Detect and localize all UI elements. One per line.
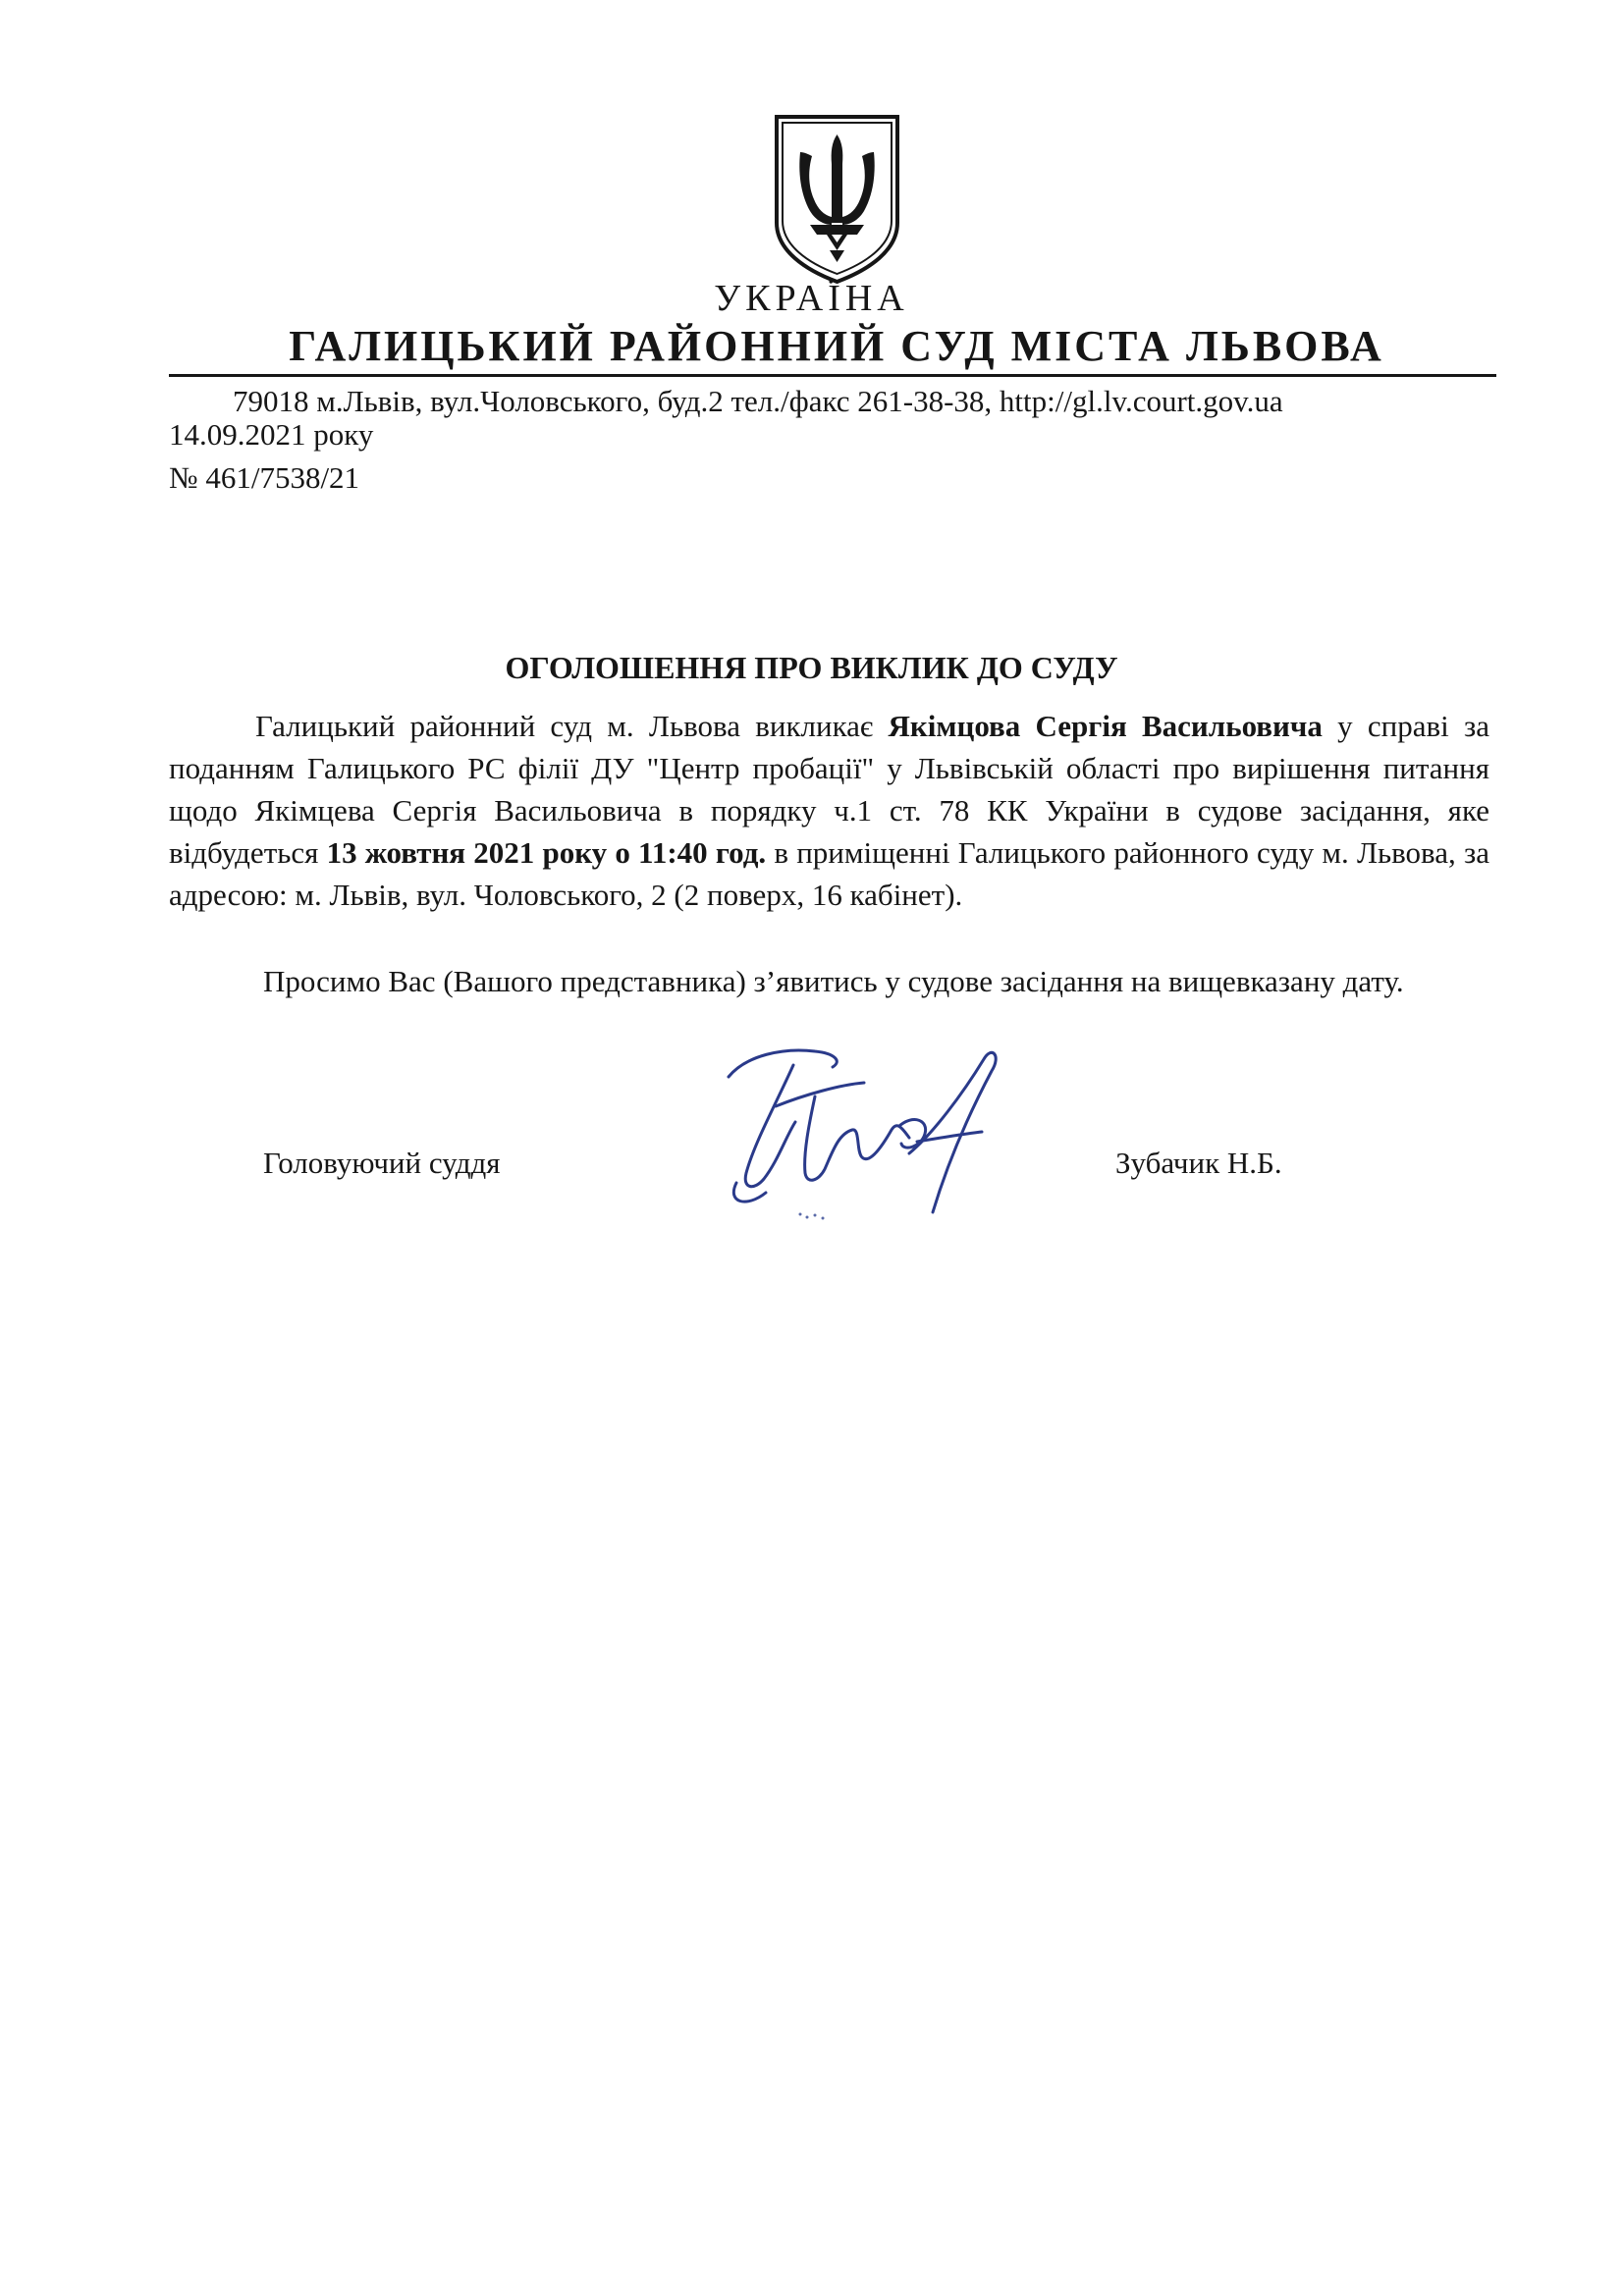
court-address: 79018 м.Львів, вул.Чоловського, буд.2 тел./факс 261-38-38, http://gl.lv.court.gov.ua	[233, 384, 1283, 418]
summons-paragraph	[169, 705, 1489, 916]
signer-name: Зубачик Н.Б.	[1115, 1146, 1282, 1180]
case-number: № 461/7538/21	[169, 460, 360, 495]
country-name: УКРАЇНА	[714, 278, 909, 319]
summons-text-middle: у справі за поданням Галицького РС філії ДУ "Центр пробації" у Львівській області про вирішення питання щодо Якімцева Сергія Васильовича в порядку ч.1 ст. 78 КК України в судове засідання, яке відбудеться	[169, 709, 1489, 870]
request-paragraph: Просимо Вас (Вашого представника) з’явитись у судове засідання на вищевказану дату.	[263, 964, 1404, 998]
document-title: ОГОЛОШЕННЯ ПРО ВИКЛИК ДО СУДУ	[505, 650, 1118, 685]
trident-coat-of-arms-icon	[771, 113, 903, 285]
document-date: 14.09.2021 року	[169, 417, 374, 452]
summons-text-end: в приміщенні Галицького районного суду м. Львова, за адресою: м. Львів, вул. Чоловського, 2 (2 поверх, 16 кабінет).	[169, 835, 1489, 912]
summoned-person-name: Якімцова Сергія Васильовича	[888, 709, 1323, 743]
signer-title: Головуючий суддя	[263, 1146, 501, 1180]
handwritten-signature	[707, 1036, 1021, 1242]
summons-text-start: Галицький районний суд м. Львова викликає	[255, 709, 889, 743]
court-name: ГАЛИЦЬКИЙ РАЙОННИЙ СУД МІСТА ЛЬВОВА	[289, 322, 1384, 370]
header-divider	[169, 374, 1496, 377]
hearing-datetime: 13 жовтня 2021 року о 11:40 год.	[326, 835, 767, 870]
